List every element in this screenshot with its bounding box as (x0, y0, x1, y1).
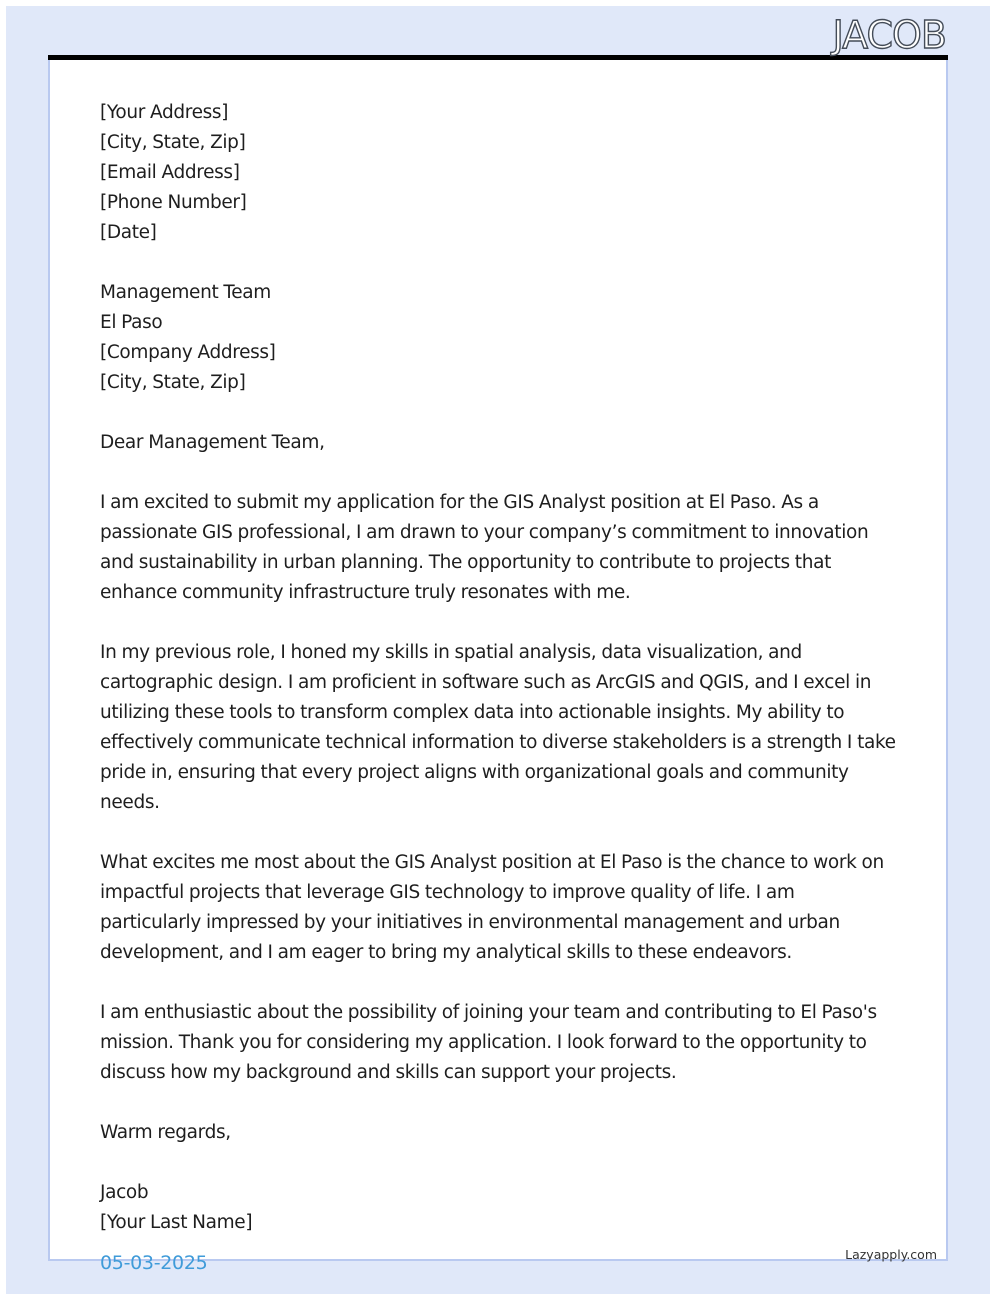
body-paragraph-4: I am enthusiastic about the possibility of joining your team and contributing to El Paso's mission. Thank you for considering my application. I look forward to the opportunity to discuss how my background and skills can support your projects. (100, 1002, 877, 1083)
sender-block (100, 98, 900, 248)
spacer (100, 818, 900, 848)
watermark: Lazyapply.com (845, 1247, 937, 1262)
spacer (100, 968, 900, 998)
sender-email: [Email Address] (100, 162, 240, 183)
footer-date: 05-03-2025 (100, 1252, 208, 1274)
recipient-block (100, 278, 900, 398)
signature-last-name: [Your Last Name] (100, 1212, 253, 1233)
spacer (100, 398, 900, 428)
salutation: Dear Management Team, (100, 432, 325, 453)
sender-phone: [Phone Number] (100, 192, 247, 213)
header-rule (48, 55, 948, 60)
spacer (100, 1088, 900, 1118)
sender-date: [Date] (100, 222, 157, 243)
closing: Warm regards, (100, 1122, 231, 1143)
signature-block (100, 1178, 900, 1238)
spacer (100, 608, 900, 638)
sender-address: [Your Address] (100, 102, 229, 123)
recipient-company: El Paso (100, 312, 163, 333)
body-paragraph-1: I am excited to submit my application for the GIS Analyst position at El Paso. As a passionate GIS professional, I am drawn to your company’s commitment to innovation and sustainability in urban planning. The opportunity to contribute to projects that enhance community infrastructure truly resonates with me. (100, 492, 869, 603)
body-paragraph-2: In my previous role, I honed my skills in spatial analysis, data visualization, and cartographic design. I am proficient in software such as ArcGIS and QGIS, and I excel in utilizing these tools to transform complex data into actionable insights. My ability to effectively communicate technical information to diverse stakeholders is a strength I take pride in, ensuring that every project aligns with organizational goals and community needs. (100, 642, 896, 813)
spacer (100, 248, 900, 278)
signature-first-name: Jacob (100, 1182, 149, 1203)
recipient-city-state-zip: [City, State, Zip] (100, 372, 246, 393)
letter-body (100, 98, 900, 1238)
spacer (100, 458, 900, 488)
sender-city-state-zip: [City, State, Zip] (100, 132, 246, 153)
spacer (100, 1148, 900, 1178)
recipient-address: [Company Address] (100, 342, 276, 363)
recipient-name: Management Team (100, 282, 271, 303)
header-name: JACOB (832, 13, 946, 57)
body-paragraph-3: What excites me most about the GIS Analyst position at El Paso is the chance to work on impactful projects that leverage GIS technology to improve quality of life. I am particularly impressed by your initiatives in environmental management and urban development, and I am eager to bring my analytical skills to these endeavors. (100, 852, 884, 963)
